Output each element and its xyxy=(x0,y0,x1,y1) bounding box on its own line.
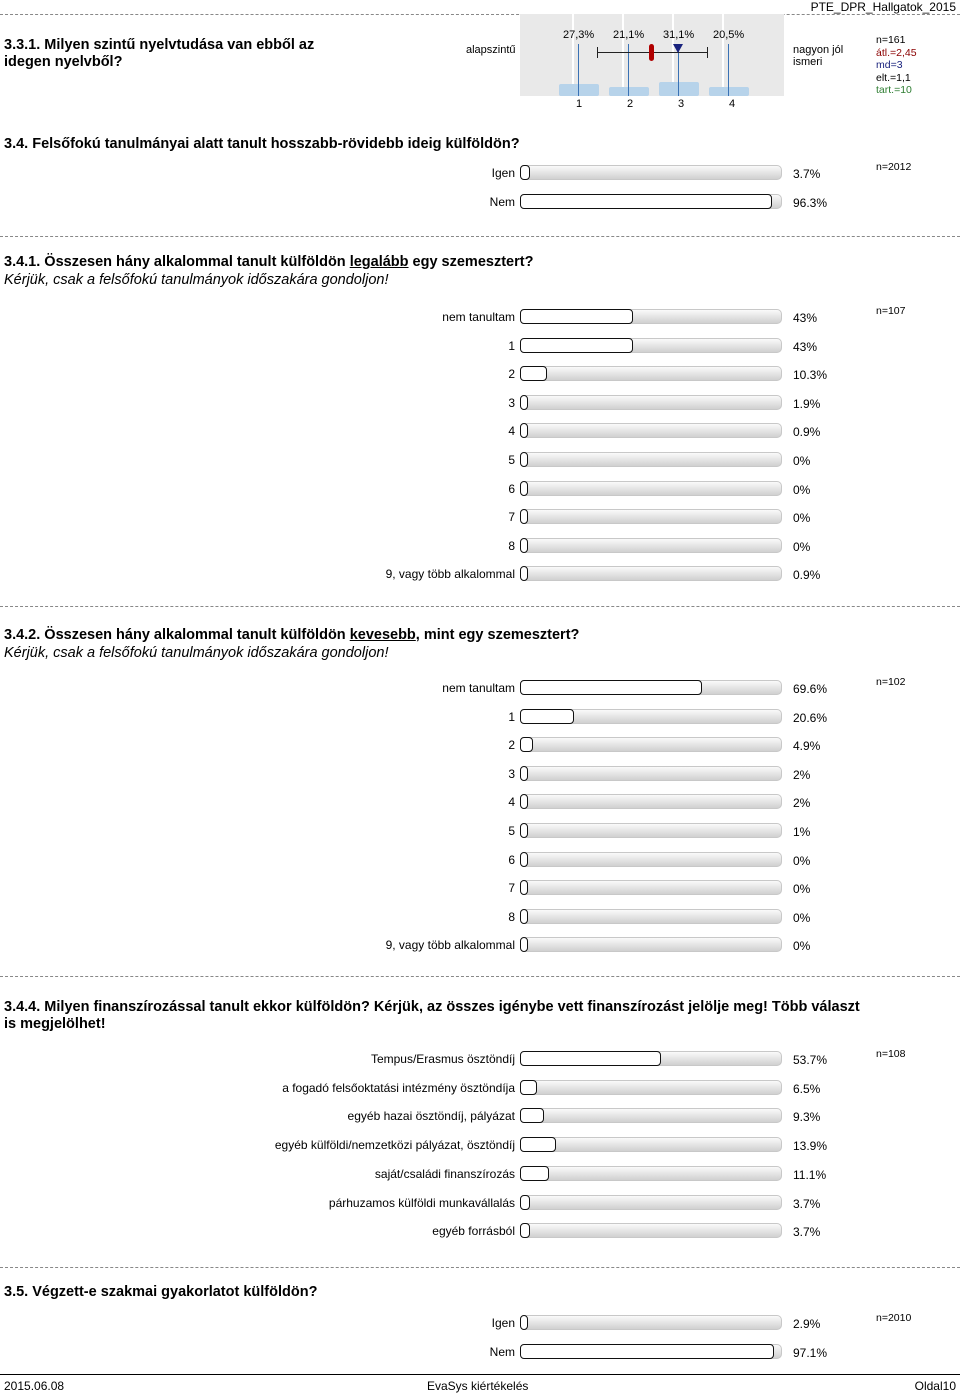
bar-label: 4 xyxy=(508,795,515,810)
bar-fill xyxy=(520,909,528,924)
bar-label: 4 xyxy=(508,424,515,439)
bar-fill xyxy=(520,794,528,809)
bar-fill xyxy=(520,309,633,324)
bar-track xyxy=(520,880,782,895)
bar-fill xyxy=(520,1051,661,1066)
bar-percent: 3.7% xyxy=(793,1225,821,1240)
bar-fill xyxy=(520,194,772,209)
bar-percent: 0% xyxy=(793,882,811,897)
profile-percent: 31,1% xyxy=(663,29,695,41)
bar-fill xyxy=(520,366,547,381)
bar-fill xyxy=(520,538,528,553)
std-dev-cap xyxy=(597,47,598,58)
bar-percent: 43% xyxy=(793,339,818,354)
bar-fill xyxy=(520,766,528,781)
bar-fill xyxy=(520,680,702,695)
stat-elt: elt.=1,1 xyxy=(876,71,911,84)
bar-track xyxy=(520,1166,782,1181)
bar-percent: 13.9% xyxy=(793,1139,828,1154)
bar-percent: 43% xyxy=(793,311,818,325)
bar-label: Nem xyxy=(489,1345,515,1359)
bar-fill xyxy=(520,338,633,353)
bar-track xyxy=(520,852,782,867)
bar-percent: 0.9% xyxy=(793,425,821,440)
bar-fill xyxy=(520,395,528,410)
bar-track xyxy=(520,165,782,180)
bar-fill xyxy=(520,423,528,438)
stat-atl: átl.=2,45 xyxy=(876,46,917,59)
bar-label: 8 xyxy=(508,909,515,924)
bar-percent: 3.7% xyxy=(793,1196,821,1211)
profile-percent: 20,5% xyxy=(713,29,745,41)
profile-bar xyxy=(609,87,649,96)
stat-n: n=161 xyxy=(876,34,906,46)
bar-label: 5 xyxy=(508,453,515,467)
scale-tick-label: 3 xyxy=(678,98,685,110)
stat-tart: tart.=10 xyxy=(876,84,912,96)
bar-fill xyxy=(520,737,533,752)
divider xyxy=(0,976,960,977)
profile-column-gap xyxy=(622,14,624,96)
bar-percent: 4.9% xyxy=(793,739,821,754)
bar-percent: 10.3% xyxy=(793,368,828,383)
bar-percent: 1.9% xyxy=(793,396,821,411)
bar-track xyxy=(520,452,782,467)
bar-label: 1 xyxy=(508,709,515,724)
divider xyxy=(0,14,960,15)
bar-label: 7 xyxy=(508,881,515,896)
bar-percent: 69.6% xyxy=(793,682,828,696)
bar-label: 7 xyxy=(508,510,515,525)
bar-fill xyxy=(520,566,528,581)
bar-label: Igen xyxy=(491,166,515,180)
bar-label: a fogadó felsőoktatási intézmény ösztöndíja xyxy=(282,1080,515,1095)
bar-track xyxy=(520,1108,782,1123)
bar-label: 8 xyxy=(508,538,515,553)
bar-track xyxy=(520,766,782,781)
stat-md: md=3 xyxy=(876,59,903,71)
bar-track xyxy=(520,1137,782,1152)
question-title-35: 3.5. Végzett-e szakmai gyakorlatot külföldön? xyxy=(4,1284,318,1300)
scale-tick-label: 4 xyxy=(729,98,736,110)
bar-fill xyxy=(520,1166,549,1181)
bar-label: saját/családi finanszírozás xyxy=(374,1166,515,1181)
divider xyxy=(0,606,960,607)
bar-percent: 6.5% xyxy=(793,1081,821,1096)
profile-gridline xyxy=(578,44,579,96)
bar-percent: 9.3% xyxy=(793,1110,821,1125)
bar-fill xyxy=(520,1315,528,1330)
footer-date: 2015.06.08 xyxy=(4,1379,65,1393)
bar-fill xyxy=(520,1137,556,1152)
question-title-341: 3.4.1. Összesen hány alkalommal tanult külföldön legalább egy szemesztert? xyxy=(4,254,534,270)
bar-track xyxy=(520,481,782,496)
bar-label: egyéb külföldi/nemzetközi pályázat, ösztöndíj xyxy=(274,1138,515,1153)
bar-label: 5 xyxy=(508,824,515,838)
bar-fill xyxy=(520,165,530,180)
divider xyxy=(0,1267,960,1268)
n-count: n=2010 xyxy=(876,1312,912,1324)
scale-tick-label: 1 xyxy=(576,98,583,110)
profile-bar xyxy=(709,87,749,96)
bar-track xyxy=(520,909,782,924)
bar-percent: 0% xyxy=(793,853,811,868)
bar-percent: 11.1% xyxy=(793,1167,827,1182)
scale-left-label: alapszintű xyxy=(466,44,516,56)
bar-label: 2 xyxy=(508,367,515,382)
bar-percent: 1% xyxy=(793,825,811,839)
bar-label: nem tanultam xyxy=(442,310,515,324)
bar-percent: 0% xyxy=(793,939,811,954)
question-subtitle-341: Kérjük, csak a felsőfokú tanulmányok időszakára gondoljon! xyxy=(4,272,389,288)
bar-label: Tempus/Erasmus ösztöndíj xyxy=(370,1052,515,1066)
bar-fill xyxy=(520,852,528,867)
question-title-344: 3.4.4. Milyen finanszírozással tanult ekkor külföldön? Kérjük, az összes igénybe vett finanszírozást jelölje meg! Több választ is megjelölhet! xyxy=(4,999,860,1032)
bar-label: 3 xyxy=(508,766,515,781)
n-count: n=102 xyxy=(876,676,906,688)
bar-percent: 0% xyxy=(793,482,811,497)
bar-track xyxy=(520,823,782,838)
n-count: n=108 xyxy=(876,1048,906,1060)
bar-label: párhuzamos külföldi munkavállalás xyxy=(328,1195,515,1210)
bar-label: 1 xyxy=(508,338,515,353)
bar-label: 3 xyxy=(508,395,515,410)
divider xyxy=(0,236,960,237)
profile-bar xyxy=(559,84,599,96)
bar-fill xyxy=(520,481,528,496)
bar-label: 6 xyxy=(508,481,515,496)
bar-percent: 0% xyxy=(793,511,811,526)
question-title-34: 3.4. Felsőfokú tanulmányai alatt tanult hosszabb-rövidebb ideig külföldön? xyxy=(4,136,520,152)
page-header: PTE_DPR_Hallgatok_2015 xyxy=(810,0,956,14)
question-subtitle-342: Kérjük, csak a felsőfokú tanulmányok időszakára gondoljon! xyxy=(4,645,389,661)
bar-percent: 20.6% xyxy=(793,710,828,725)
bar-fill xyxy=(520,509,528,524)
bar-fill xyxy=(520,937,528,952)
bar-percent: 97.1% xyxy=(793,1346,828,1360)
mean-marker xyxy=(649,44,654,61)
bar-label: Igen xyxy=(491,1316,515,1330)
bar-percent: 96.3% xyxy=(793,196,828,210)
bar-fill xyxy=(520,1344,774,1359)
bar-track xyxy=(520,395,782,410)
bar-percent: 0.9% xyxy=(793,568,821,583)
bar-label: egyéb hazai ösztöndíj, pályázat xyxy=(347,1109,515,1124)
bar-track xyxy=(520,937,782,952)
bar-fill xyxy=(520,452,528,467)
profile-percent: 21,1% xyxy=(613,29,645,41)
profile-gridline xyxy=(728,44,729,96)
bar-percent: 2% xyxy=(793,796,811,811)
bar-percent: 0% xyxy=(793,910,811,925)
bar-track xyxy=(520,566,782,581)
bar-track xyxy=(520,1195,782,1210)
bar-percent: 0% xyxy=(793,539,811,554)
bar-label: egyéb forrásból xyxy=(432,1224,515,1239)
bar-label: 2 xyxy=(508,738,515,753)
bar-percent: 53.7% xyxy=(793,1053,828,1067)
bar-track xyxy=(520,366,782,381)
stats-block xyxy=(876,34,917,97)
n-count: n=107 xyxy=(876,305,906,317)
bar-fill xyxy=(520,1223,530,1238)
bar-fill xyxy=(520,823,528,838)
bar-track xyxy=(520,737,782,752)
profile-column-gap xyxy=(722,14,724,96)
bar-track xyxy=(520,1315,782,1330)
bar-track xyxy=(520,538,782,553)
bar-track xyxy=(520,1223,782,1238)
bar-label: 6 xyxy=(508,852,515,867)
bar-track xyxy=(520,509,782,524)
bar-label: 9, vagy több alkalommal xyxy=(385,567,515,582)
footer-page: Oldal10 xyxy=(914,1379,956,1393)
footer-divider xyxy=(0,1374,960,1375)
bar-percent: 2% xyxy=(793,767,811,782)
scale-right-label: nagyon jól ismeri xyxy=(793,44,844,68)
bar-fill xyxy=(520,1108,544,1123)
median-marker xyxy=(673,44,683,53)
bar-track xyxy=(520,423,782,438)
bar-label: nem tanultam xyxy=(442,681,515,695)
profile-percent: 27,3% xyxy=(563,29,595,41)
bar-percent: 2.9% xyxy=(793,1317,821,1331)
bar-fill xyxy=(520,1080,537,1095)
bar-fill xyxy=(520,709,574,724)
bar-label: 9, vagy több alkalommal xyxy=(385,938,515,953)
bar-track xyxy=(520,1080,782,1095)
bar-fill xyxy=(520,880,528,895)
bar-fill xyxy=(520,1195,530,1210)
std-dev-cap xyxy=(707,47,708,58)
question-title-342: 3.4.2. Összesen hány alkalommal tanult külföldön kevesebb, mint egy szemesztert? xyxy=(4,627,580,643)
bar-percent: 0% xyxy=(793,454,811,468)
bar-percent: 3.7% xyxy=(793,167,821,181)
scale-tick-label: 2 xyxy=(627,98,634,110)
n-count: n=2012 xyxy=(876,161,912,173)
question-title-331: 3.3.1. Milyen szintű nyelvtudása van ebből az idegen nyelvből? xyxy=(4,37,315,70)
bar-track xyxy=(520,794,782,809)
bar-label: Nem xyxy=(489,195,515,209)
footer-center: EvaSys kiértékelés xyxy=(427,1379,529,1393)
profile-bar xyxy=(659,82,699,96)
